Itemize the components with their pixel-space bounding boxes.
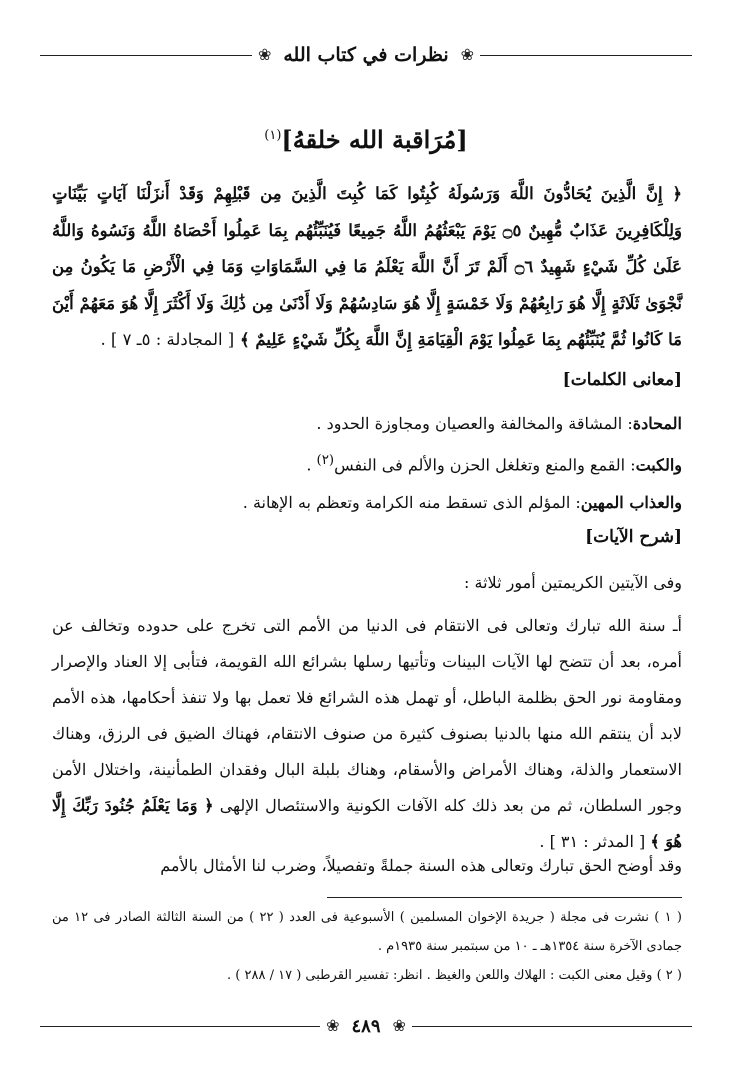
floral-ornament-icon: ❀ <box>257 45 272 64</box>
floral-ornament-icon: ❀ <box>460 45 475 64</box>
footnote-ref: (٢) <box>316 453 335 468</box>
vocab-def: : القمع والمنع وتغلغل الحزن والألم فى النفس <box>334 455 636 475</box>
verse-reference: [ المجادلة : ٥ـ ٧ ] . <box>100 330 235 349</box>
vocab-item <box>52 493 682 512</box>
floral-ornament-icon: ❀ <box>392 1016 406 1035</box>
paragraph-text: أـ سنة الله تبارك وتعالى فى الانتقام فى الدنيا من الأمم التى تخرج على حدوده وتخالف عن أمره، بعد أن تتضح لها الآيات البينات وتأتيها رسلها بشرائع الله القويمة، فتأبى إلا العناد والإصرار ومقاومة نور الحق بظلمة الباطل، أو تهمل هذه الشرائع فلا تعمل بها ولا تنفذ أحكامها، هذه الأمم لابد أن ينتقم الله منها بالدنيا بصنوف كثيرة من صنوف الانتقام، فهناك الضيق فى الرزق، وهناك الاستعمار والذلة، وهناك الأمراض والأسقام، وهناك بلبلة البال وفقدان الطمأنينة، واختلال الأمن وجور السلطان، ثم من بعد ذلك كله الآفات الكونية والاستئصال الإلهى <box>52 616 682 815</box>
explanation-heading: [شرح الآيات] <box>585 527 682 547</box>
quoted-ayah: ﴿ وَمَا يَعْلَمُ جُنُودَ رَبِّكَ إِلَّا هُوَ ﴾ <box>52 796 682 851</box>
footer-rule-left <box>40 1026 320 1027</box>
explanation-paragraph-2: وقد أوضح الحق تبارك وتعالى هذه السنة جملةً وتفصيلاً، وضرب لنا الأمثال بالأمم <box>160 856 682 875</box>
footnote-separator <box>327 897 682 898</box>
explanation-intro: وفى الآيتين الكريمتين أمور ثلاثة : <box>464 573 682 592</box>
header-rule-left <box>40 55 252 56</box>
header-rule-right <box>480 55 692 56</box>
quran-verse-block <box>52 176 682 359</box>
header-title: نظرات في كتاب الله <box>283 44 449 66</box>
vocab-def: : المؤلم الذى تسقط منه الكرامة وتعظم به الإهانة . <box>242 493 581 512</box>
section-title-text: [مُرَاقبة الله خلقهُ] <box>281 125 468 154</box>
vocab-heading: [معانى الكلمات] <box>562 370 682 390</box>
footer-rule-right <box>412 1026 692 1027</box>
page-footer <box>40 1013 692 1039</box>
explanation-paragraph <box>52 608 682 860</box>
section-title <box>0 125 732 154</box>
ayah-reference: [ المدثر : ٣١ ] . <box>539 832 646 851</box>
section-title-footnote-ref: (١) <box>264 128 282 143</box>
quran-verse: ﴿ إِنَّ الَّذِينَ يُحَادُّونَ اللَّهَ وَرَسُولَهُ كُبِتُوا كَمَا كُبِتَ الَّذِينَ مِن قَبْلِهِمْ وَقَدْ أَنزَلْنَا آيَاتٍ بَيِّنَاتٍ وَلِلْكَافِرِينَ عَذَابٌ مُّهِينٌ ۝٥ يَوْمَ يَبْعَثُهُمُ اللَّهُ جَمِيعًا فَيُنَبِّئُهُم بِمَا عَمِلُوا أَحْصَاهُ اللَّهُ وَنَسُوهُ وَاللَّهُ عَلَىٰ كُلِّ شَيْءٍ شَهِيدٌ ۝٦ أَلَمْ تَرَ أَنَّ اللَّهَ يَعْلَمُ مَا فِي السَّمَاوَاتِ وَمَا فِي الْأَرْضِ مَا يَكُونُ مِن نَّجْوَىٰ ثَلَاثَةٍ إِلَّا هُوَ رَابِعُهُمْ وَلَا خَمْسَةٍ إِلَّا هُوَ سَادِسُهُمْ وَلَا أَدْنَىٰ مِن ذَٰلِكَ وَلَا أَكْثَرَ إِلَّا هُوَ مَعَهُمْ أَيْنَ مَا كَانُوا ثُمَّ يُنَبِّئُهُم بِمَا عَمِلُوا يَوْمَ الْقِيَامَةِ إِنَّ اللَّهَ بِكُلِّ شَيْءٍ عَلِيمٌ ﴾ <box>52 184 682 349</box>
vocab-term: والعذاب المهين <box>580 493 682 512</box>
floral-ornament-icon: ❀ <box>326 1016 340 1035</box>
footnote: ( ٢ ) وقيل معنى الكبت : الهلاك واللعن والغيظ . انظر: تفسير القرطبى ( ١٧ / ٢٨٨ ) . <box>227 968 682 983</box>
vocab-end: . <box>306 455 317 475</box>
footnotes <box>52 903 682 990</box>
running-header <box>40 38 692 72</box>
page-number: ٤٨٩ <box>351 1015 381 1037</box>
vocab-term: والكبت <box>635 455 682 475</box>
vocab-item <box>52 414 682 433</box>
vocab-term: المحادة <box>632 414 682 433</box>
footnote: ( ١ ) نشرت فى مجلة ( جريدة الإخوان المسلمين ) الأسبوعية فى العدد ( ٢٢ ) من السنة الثالثة الصادر فى ١٢ من جمادى الآخرة سنة ١٣٥٤هـ ـ ١٠ من سبتمبر سنة ١٩٣٥م . <box>52 910 682 954</box>
vocab-item <box>52 453 682 474</box>
vocab-def: : المشاقة والمخالفة والعصيان ومجاوزة الحدود . <box>316 414 633 433</box>
